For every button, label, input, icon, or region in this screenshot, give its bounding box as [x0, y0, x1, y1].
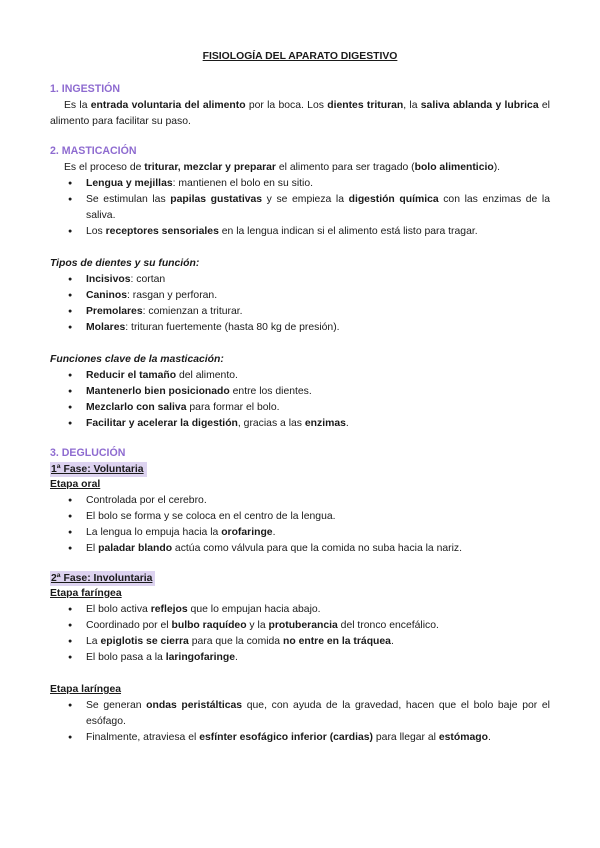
list-item-text: que lo empujan hacia abajo.: [187, 604, 321, 615]
list-item: [50, 509, 550, 525]
list-item-text: no entre en la tráquea: [282, 636, 391, 647]
list-item-text: del tronco encefálico.: [337, 620, 439, 631]
phase1-label: 1ª Fase: Voluntaria: [50, 462, 147, 477]
list-item-text: para formar el bolo.: [186, 402, 280, 413]
list-item-text: Facilitar y acelerar la digestión: [86, 418, 238, 429]
list-item-text: paladar blando: [98, 543, 173, 554]
list-item-text: Finalmente, atraviesa el: [86, 732, 200, 743]
list-item-text: bulbo raquídeo: [171, 620, 247, 631]
list-item: [50, 493, 550, 509]
list-item-text: Se estimulan las: [86, 194, 171, 205]
list-item-text: Controlada por el cerebro.: [86, 495, 207, 506]
text-run: el alimento para facilitar su paso.: [50, 100, 550, 127]
list-item: [50, 368, 550, 384]
text-run: bolo alimenticio: [414, 162, 494, 173]
list-item-text: del alimento.: [176, 370, 238, 381]
list-item: [50, 192, 550, 224]
phase1-list: [50, 493, 550, 557]
list-item-text: para llegar al: [373, 732, 439, 743]
ingestion-paragraph: [50, 98, 550, 130]
functions-heading: Funciones clave de la masticación:: [50, 354, 224, 365]
list-item-text: epiglotis se cierra: [100, 636, 189, 647]
list-item-text: Reducir el tamaño: [86, 370, 177, 381]
list-item-text: ondas peristálticas: [146, 700, 243, 711]
list-item: [50, 384, 550, 400]
list-item-text: : mantienen el bolo en su sitio.: [172, 178, 313, 189]
list-item: [50, 304, 550, 320]
text-run: dientes trituran: [327, 100, 404, 111]
text-run: saliva ablanda y lubrica: [420, 100, 539, 111]
list-item-text: : trituran fuertemente (hasta 80 kg de presión).: [125, 322, 340, 333]
list-item-text: en la lengua indican si el alimento está listo para tragar.: [218, 226, 478, 237]
list-item-text: y se empieza la: [262, 194, 349, 205]
list-item-text: Lengua y mejillas: [86, 178, 173, 189]
list-item-text: entre los dientes.: [229, 386, 312, 397]
teeth-list: [50, 272, 550, 336]
text-run: el alimento para ser tragado (: [275, 162, 415, 173]
list-item-text: Mantenerlo bien posicionado: [86, 386, 230, 397]
list-item-text: Molares: [86, 322, 126, 333]
list-item-text: enzimas: [304, 418, 346, 429]
list-item-text: reflejos: [150, 604, 188, 615]
phase3-list: [50, 698, 550, 746]
list-item: [50, 224, 550, 240]
list-item-text: que, con ayuda de la gravedad, hacen que el bolo baje por el esófago.: [86, 700, 550, 727]
phase2-list: [50, 602, 550, 666]
text-run: , la: [403, 100, 421, 111]
list-item-text: El bolo activa: [86, 604, 151, 615]
list-item-text: esfínter esofágico inferior (cardias): [199, 732, 374, 743]
list-item: [50, 525, 550, 541]
list-item: [50, 541, 550, 557]
list-item-text: digestión química: [348, 194, 439, 205]
list-item-text: La: [86, 636, 101, 647]
phase3-stage: Etapa laríngea: [50, 684, 122, 695]
list-item-text: Coordinado por el: [86, 620, 172, 631]
heading-masticacion: 2. MASTICACIÓN: [50, 145, 137, 157]
list-item-text: La lengua lo empuja hacia la: [86, 527, 222, 538]
list-item-text: : rasgan y perforan.: [127, 290, 218, 301]
masticacion-list: [50, 176, 550, 240]
phase2-stage: Etapa faríngea: [50, 588, 122, 599]
list-item-text: Mezclarlo con saliva: [86, 402, 187, 413]
list-item-text: y la: [246, 620, 269, 631]
list-item-text: .: [235, 652, 238, 663]
text-run: Es el proceso de: [64, 162, 145, 173]
list-item-text: actúa como válvula para que la comida no suba hacia la nariz.: [172, 543, 463, 554]
list-item-text: Los: [86, 226, 106, 237]
text-run: ).: [493, 162, 501, 173]
list-item: [50, 602, 550, 618]
list-item: [50, 618, 550, 634]
list-item-text: : cortan: [130, 274, 166, 285]
list-item-text: El: [86, 543, 99, 554]
list-item-text: para que la comida: [188, 636, 283, 647]
list-item-text: papilas gustativas: [170, 194, 263, 205]
list-item: [50, 176, 550, 192]
list-item-text: Caninos: [86, 290, 127, 301]
list-item: [50, 320, 550, 336]
list-item-text: Incisivos: [86, 274, 131, 285]
list-item: [50, 698, 550, 730]
list-item-text: El bolo pasa a la: [86, 652, 166, 663]
list-item-text: laringofaringe: [165, 652, 235, 663]
list-item: [50, 730, 550, 746]
list-item: [50, 272, 550, 288]
document-title: FISIOLOGÍA DEL APARATO DIGESTIVO: [202, 51, 398, 62]
list-item-text: con las enzimas de la saliva.: [86, 194, 550, 221]
masticacion-intro: [50, 160, 550, 176]
teeth-heading: Tipos de dientes y su función:: [50, 258, 200, 269]
list-item: [50, 416, 550, 432]
heading-deglucion: 3. DEGLUCIÓN: [50, 447, 126, 459]
list-item-text: .: [487, 732, 491, 743]
list-item-text: .: [272, 527, 276, 538]
list-item-text: El bolo se forma y se coloca en el centro de la lengua.: [86, 511, 336, 522]
document-content: [50, 50, 550, 746]
list-item-text: , gracias a las: [237, 418, 305, 429]
list-item: [50, 650, 550, 666]
list-item: [50, 400, 550, 416]
list-item-text: orofaringe: [221, 527, 273, 538]
list-item-text: Premolares: [86, 306, 143, 317]
list-item-text: .: [390, 636, 394, 647]
list-item-text: estómago: [438, 732, 488, 743]
list-item-text: : comienzan a triturar.: [142, 306, 243, 317]
text-run: por la boca. Los: [245, 100, 328, 111]
list-item-text: .: [345, 418, 349, 429]
list-item: [50, 634, 550, 650]
functions-list: [50, 368, 550, 432]
text-run: Es la: [64, 100, 91, 111]
list-item-text: protuberancia: [268, 620, 338, 631]
text-run: entrada voluntaria del alimento: [90, 100, 246, 111]
list-item-text: receptores sensoriales: [105, 226, 219, 237]
heading-ingestion: 1. INGESTIÓN: [50, 83, 121, 95]
text-run: triturar, mezclar y preparar: [144, 162, 276, 173]
list-item: [50, 288, 550, 304]
phase1-stage: Etapa oral: [50, 479, 101, 490]
phase2-label: 2ª Fase: Involuntaria: [50, 571, 155, 586]
list-item-text: Se generan: [86, 700, 147, 711]
